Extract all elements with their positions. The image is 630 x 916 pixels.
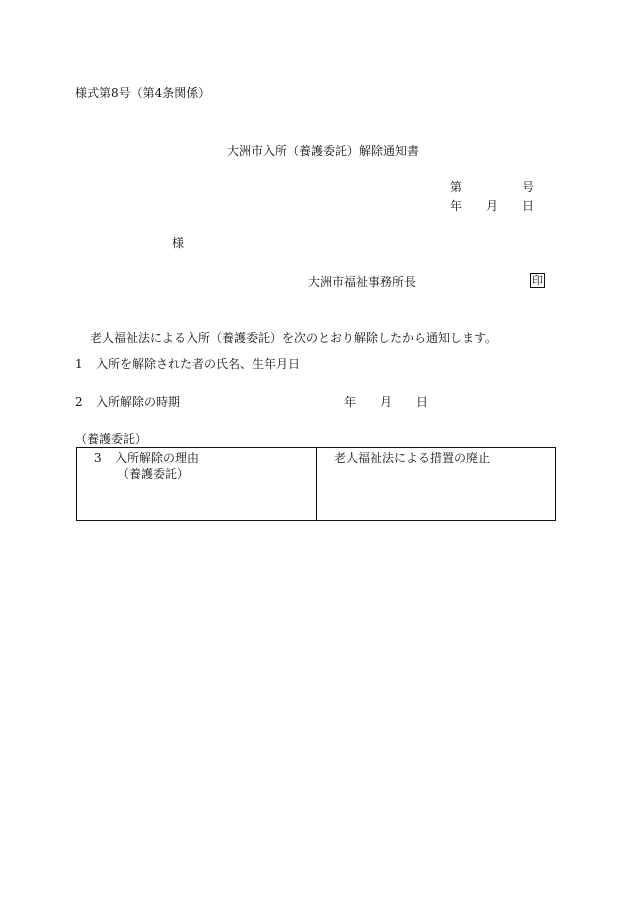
item-2-month: 月 xyxy=(380,395,393,409)
item-3-sublabel: （養護委託） xyxy=(117,467,190,481)
issue-date-day: 日 xyxy=(522,199,535,213)
item-1-label: 入所を解除された者の氏名、生年月日 xyxy=(96,357,301,371)
item-2-day: 日 xyxy=(416,395,429,409)
table-caption: （養護委託） xyxy=(75,432,148,446)
item-3-label: 入所解除の理由 xyxy=(115,451,200,465)
item-1-number: 1 xyxy=(75,357,83,371)
item-2-year: 年 xyxy=(344,395,357,409)
issuer-name: 大洲市福祉事務所長 xyxy=(308,275,417,289)
reason-value: 老人福祉法による措置の廃止 xyxy=(334,451,491,465)
seal-mark: 印 xyxy=(532,274,543,287)
issue-number-suffix: 号 xyxy=(522,180,535,194)
form-number: 様式第8号（第4条関係） xyxy=(75,86,211,100)
issue-date-year: 年 xyxy=(450,199,463,213)
item-3-number: 3 xyxy=(94,451,102,465)
item-2-label: 入所解除の時期 xyxy=(96,395,181,409)
issue-date-month: 月 xyxy=(486,199,499,213)
issue-number-prefix: 第 xyxy=(450,180,463,194)
document-title: 大洲市入所（養護委託）解除通知書 xyxy=(227,144,420,158)
addressee-honorific: 様 xyxy=(172,236,185,250)
notice-body: 老人福祉法による入所（養護委託）を次のとおり解除したから通知します。 xyxy=(90,331,498,345)
reason-table xyxy=(76,447,556,521)
item-2-number: 2 xyxy=(75,395,83,409)
table-divider xyxy=(316,448,317,520)
